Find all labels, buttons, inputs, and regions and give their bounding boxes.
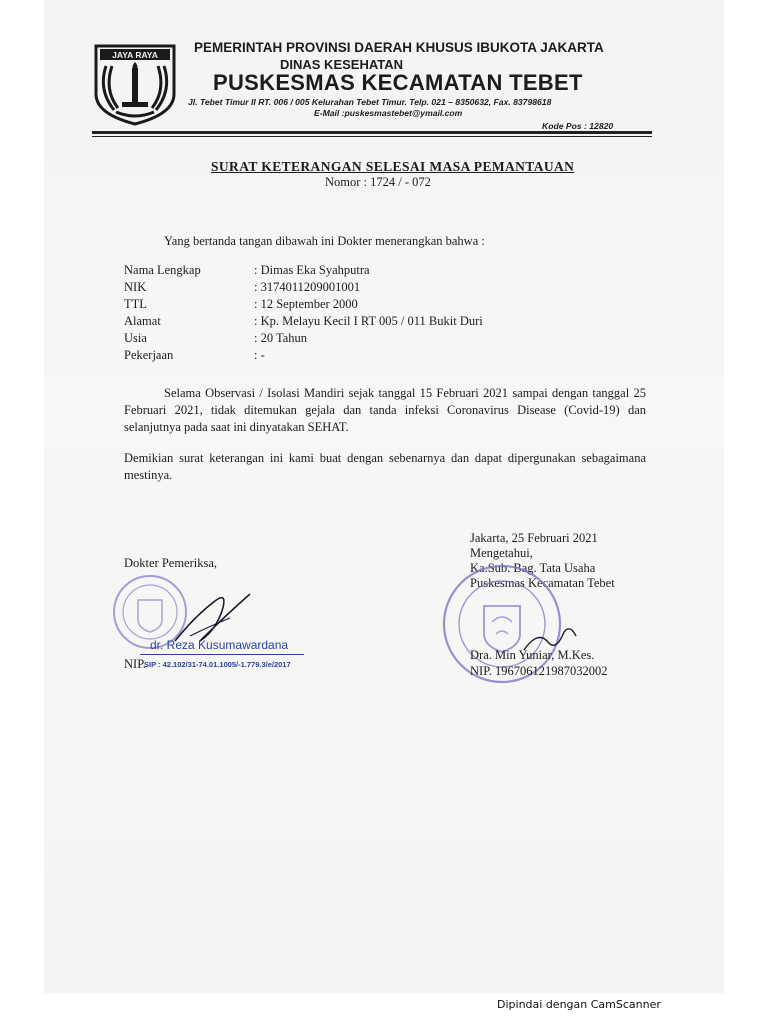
examiner-name: dr. Reza Kusumawardana bbox=[150, 638, 289, 652]
field-label: Pekerjaan bbox=[124, 348, 174, 362]
field-label: NIK bbox=[124, 280, 147, 294]
header-department: DINAS KESEHATAN bbox=[280, 57, 404, 72]
examiner-nip-label: NIP. bbox=[124, 657, 146, 671]
header-divider-thin bbox=[92, 136, 652, 137]
field-value: : 12 September 2000 bbox=[254, 297, 358, 311]
field-label: Nama Lengkap bbox=[124, 263, 201, 277]
approver-position: Ka.Sub. Bag. Tata Usaha bbox=[470, 561, 596, 575]
place-date: Jakarta, 25 Februari 2021 bbox=[470, 531, 598, 545]
signature-scribble-left bbox=[170, 586, 260, 646]
header-government: PEMERINTAH PROVINSI DAERAH KHUSUS IBUKOTA JAKARTA bbox=[194, 40, 604, 55]
scanned-page bbox=[44, 0, 724, 993]
examiner-role: Dokter Pemeriksa, bbox=[124, 556, 218, 570]
header-address: Jl. Tebet Timur II RT. 006 / 005 Kelurahan Tebet Timur. Telp. 021 – 8350632, Fax. 83798618 bbox=[188, 97, 552, 107]
closing-paragraph: Demikian surat keterangan ini kami buat dengan sebenarnya dan dapat dipergunakan sebagaimana mestinya. bbox=[124, 451, 646, 482]
examiner-sip: SIP : 42.102/31-74.01.1005/-1.779.3/e/2017 bbox=[144, 660, 291, 669]
approver-nip: NIP. 196706121987032002 bbox=[470, 664, 608, 678]
field-value: : Kp. Melayu Kecil I RT 005 / 011 Bukit Duri bbox=[254, 314, 483, 328]
header-postal-code: Kode Pos : 12820 bbox=[542, 121, 614, 131]
camscanner-watermark: Dipindai dengan CamScanner bbox=[497, 998, 661, 1011]
logo-text: JAYA RAYA bbox=[112, 50, 158, 60]
letter-number: Nomor : 1724 / - 072 bbox=[325, 175, 431, 189]
header-institution: PUSKESMAS KECAMATAN TEBET bbox=[213, 70, 583, 95]
field-value: : - bbox=[254, 348, 265, 362]
approver-name: Dra. Min Yuniar, M.Kes. bbox=[470, 648, 595, 662]
field-value: : Dimas Eka Syahputra bbox=[254, 263, 370, 277]
field-label: Alamat bbox=[124, 314, 161, 328]
header-email: E-Mail :puskesmastebet@ymail.com bbox=[314, 108, 463, 118]
letter-title: SURAT KETERANGAN SELESAI MASA PEMANTAUAN bbox=[211, 159, 575, 174]
observation-paragraph: Selama Observasi / Isolasi Mandiri sejak tanggal 15 Februari 2021 sampai dengan tanggal 25 Februari 2021, tidak ditemukan gejala dan tanda infeksi Coronavirus Disease (Covid-19) dan selanjutnya pada saat ini dinyatakan SEHAT. bbox=[124, 386, 646, 434]
field-value: : 3174011209001001 bbox=[254, 280, 361, 294]
header-divider bbox=[92, 131, 652, 134]
jaya-raya-logo bbox=[92, 40, 178, 126]
acknowledged-label: Mengetahui, bbox=[470, 546, 533, 560]
letter-intro: Yang bertanda tangan dibawah ini Dokter menerangkan bahwa : bbox=[164, 234, 485, 248]
field-label: Usia bbox=[124, 331, 147, 345]
approver-institution: Puskesmas Kecamatan Tebet bbox=[470, 576, 615, 590]
field-value: : 20 Tahun bbox=[254, 331, 308, 345]
field-label: TTL bbox=[124, 297, 147, 311]
examiner-underline bbox=[140, 654, 304, 655]
